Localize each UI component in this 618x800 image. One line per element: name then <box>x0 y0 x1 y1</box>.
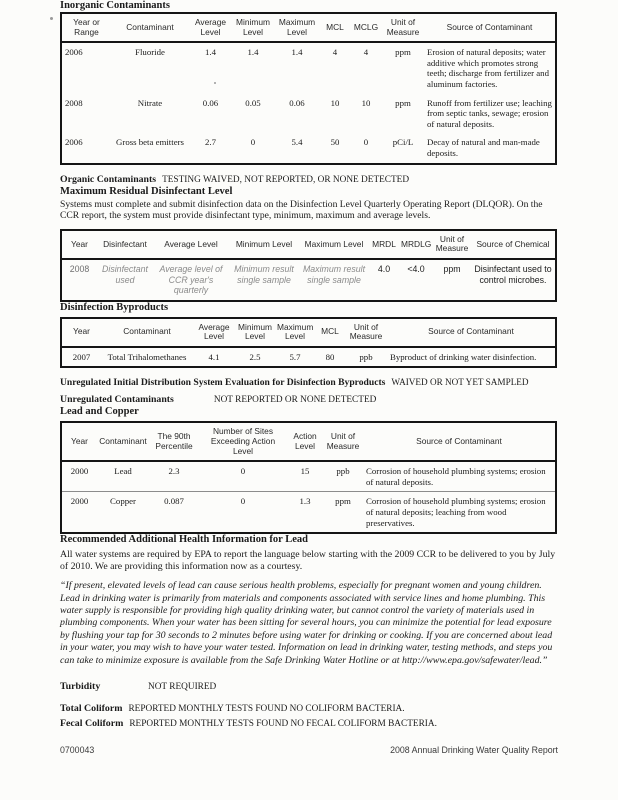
footer-system-number: 0700043 <box>60 745 95 756</box>
section-heading-lead-health-info: Recommended Additional Health Information for Lead <box>60 534 309 546</box>
cell: 0 <box>250 137 256 148</box>
cell: 5.7 <box>289 351 301 362</box>
cell: 4.1 <box>208 351 220 362</box>
inorganic-contaminants-table <box>60 12 557 165</box>
cell: 1.4 <box>247 47 259 58</box>
fecal-coliform-label: Fecal Coliform <box>60 718 124 730</box>
table-header-row <box>61 230 556 259</box>
section-heading-lead-and-copper: Lead and Copper <box>60 406 139 418</box>
cell: 2.5 <box>249 351 261 362</box>
scan-speck <box>50 17 53 20</box>
cell: Runoff from fertilizer use; leaching from septic tanks, sewage; erosion of natural deposits. <box>427 97 552 129</box>
column-header: Minimum Level <box>238 321 272 342</box>
cell: 4.0 <box>377 263 391 274</box>
table-header-row <box>61 422 556 461</box>
column-header: MCL <box>321 326 339 337</box>
cell: Average level of CCR year's quarterly <box>159 263 223 296</box>
cell: Nitrate <box>137 97 163 108</box>
cell: Disinfectant used to control microbes. <box>474 263 552 285</box>
column-header: Year <box>73 326 90 337</box>
turbidity-status: NOT REQUIRED <box>148 682 217 693</box>
column-header: Unit of Measure <box>435 233 469 254</box>
cell: 4 <box>363 47 369 58</box>
total-coliform-line <box>60 703 558 715</box>
section-heading-inorganic-contaminants: Inorganic Contaminants <box>60 0 170 11</box>
unregulated-contaminants-line <box>60 394 558 406</box>
cell: 2008 <box>65 97 83 108</box>
cell: Byproduct of drinking water disinfection. <box>390 351 537 362</box>
cell: ppm <box>395 47 411 58</box>
column-header: Contaminant <box>126 21 174 32</box>
column-header: Source of Chemical <box>476 238 550 249</box>
cell: ppm <box>443 263 461 274</box>
unregulated-contaminants-label: Unregulated Contaminants <box>60 394 174 406</box>
table-row <box>61 347 556 368</box>
cell: Gross beta emitters <box>116 137 184 148</box>
cell: 5.4 <box>291 137 303 148</box>
cell: 2006 <box>65 47 83 58</box>
fecal-coliform-line <box>60 718 558 730</box>
cell: 2007 <box>72 351 91 362</box>
cell: Fluoride <box>135 47 165 58</box>
column-header: MCL <box>326 21 344 32</box>
cell: 2006 <box>65 137 83 148</box>
cell: Copper <box>110 496 136 507</box>
cell: 10 <box>330 97 340 108</box>
cell: 10 <box>361 97 371 108</box>
cell: 1.4 <box>291 47 303 58</box>
cell: Maximum result single sample <box>302 263 366 285</box>
column-header: MRDL <box>372 238 396 249</box>
column-header: Maximum Level <box>277 321 314 342</box>
cell: Disinfectant used <box>102 263 148 285</box>
column-header: Minimum Level <box>236 17 270 37</box>
idse-status: WAIVED OR NOT YET SAMPLED <box>391 377 529 388</box>
cell: 0 <box>240 496 246 507</box>
cell: 2000 <box>70 496 89 507</box>
table-row <box>61 94 556 134</box>
cell: 15 <box>300 466 310 477</box>
column-header: Contaminant <box>123 326 171 337</box>
footer-report-title: 2008 Annual Drinking Water Quality Report <box>390 745 558 756</box>
idse-label: Unregulated Initial Distribution System Evaluation for Disinfection Byproducts <box>60 377 386 389</box>
cell: Total Trihalomethanes <box>107 351 187 362</box>
table-row <box>61 259 556 301</box>
turbidity-line <box>60 681 558 693</box>
column-header: Source of Contaminant <box>416 436 502 447</box>
cell: 0.05 <box>245 97 261 108</box>
section-heading-mrdl: Maximum Residual Disinfectant Level <box>60 185 233 197</box>
cell: 0.06 <box>289 97 305 108</box>
disinfection-byproducts-table <box>60 317 557 369</box>
page-footer <box>60 745 558 755</box>
column-header: Year <box>71 238 88 249</box>
cell: Erosion of natural deposits; water additive which promotes strong teeth; discharge from fertilizer and aluminum factories. <box>427 47 549 89</box>
table-row <box>61 133 556 163</box>
fecal-coliform-status: REPORTED MONTHLY TESTS FOUND NO FECAL COLIFORM BACTERIA. <box>129 719 437 730</box>
table-header-row <box>61 318 556 347</box>
lead-health-info-quote: “If present, elevated levels of lead can cause serious health problems, especially for pregnant women and young children. Lead in drinking water is primarily from materials and components associated with service lines and home plumbing. This water supply is responsible for providing high quality drinking water, but cannot control the variety of materials used in plumbing components. When your water has been sitting for several hours, you can minimize the potential for lead exposure by flushing your tap for 30 seconds to 2 minutes before using water for drinking or cooking. If you are concerned about lead in your water, you may wish to have your water tested. Information on lead in drinking water, testing methods, and steps you can take to minimize exposure is available from the Safe Drinking Water Hotline or at http://www.epa.gov/safewater/lead.” <box>60 580 553 666</box>
cell: ppb <box>359 351 373 362</box>
column-header: Disinfectant <box>103 238 147 249</box>
cell: 2008 <box>69 263 90 274</box>
column-header: Source of Contaminant <box>428 326 514 337</box>
cell: 0 <box>240 466 246 477</box>
column-header: Average Level <box>194 17 227 37</box>
column-header: Number of Sites Exceeding Action Level <box>210 426 276 456</box>
lead-health-info-intro: All water systems are required by EPA to report the language below starting with the 2009 CCR to be delivered to you by July of 2010. We are providing this information now as a courtesy. <box>60 549 556 573</box>
column-header: Unit of Measure <box>349 321 383 342</box>
cell: 4 <box>332 47 338 58</box>
column-header: Unit of Measure <box>386 17 420 37</box>
column-header: Unit of Measure <box>326 431 360 451</box>
unregulated-contaminants-status: NOT REPORTED OR NONE DETECTED <box>213 395 377 406</box>
cell: 1.3 <box>299 496 311 507</box>
organic-contaminants-line <box>60 174 558 186</box>
cell: 0.087 <box>164 496 184 507</box>
cell: Decay of natural and man-made deposits. <box>427 137 540 158</box>
column-header: Maximum Level <box>278 17 316 37</box>
cell: 0.06 <box>202 97 219 108</box>
organic-contaminants-label: Organic Contaminants <box>60 173 157 185</box>
cell: ppb <box>336 466 350 477</box>
idse-line <box>60 376 558 389</box>
cell: 0 <box>363 137 369 148</box>
cell: Corrosion of household plumbing systems; erosion of natural deposits; leaching from wood preservatives. <box>366 496 546 528</box>
column-header: Maximum Level <box>304 238 364 249</box>
cell: 1.4 <box>205 47 216 58</box>
column-header: Average Level <box>164 238 218 249</box>
total-coliform-label: Total Coliform <box>60 703 123 715</box>
cell: 2.7 <box>205 137 216 148</box>
cell: ppm <box>395 97 411 108</box>
column-header: Action Level <box>293 431 317 451</box>
organic-contaminants-status: TESTING WAIVED, NOT REPORTED, OR NONE DETECTED <box>162 174 410 185</box>
table-row <box>61 492 556 533</box>
column-header: MRDLG <box>401 238 432 249</box>
column-header: Contaminant <box>99 436 147 447</box>
turbidity-label: Turbidity <box>60 681 101 693</box>
lead-and-copper-table <box>60 421 557 534</box>
cell: 2000 <box>70 466 89 477</box>
table-header-row <box>61 13 556 42</box>
cell: 2.3 <box>168 466 180 477</box>
cell: pCi/L <box>392 137 414 148</box>
document-content <box>60 0 558 755</box>
total-coliform-status: REPORTED MONTHLY TESTS FOUND NO COLIFORM BACTERIA. <box>128 704 405 715</box>
cell: Lead <box>114 466 132 477</box>
column-header: Year or Range <box>73 17 100 37</box>
column-header: MCLG <box>353 21 379 32</box>
cell: <4.0 <box>407 263 425 274</box>
cell: Corrosion of household plumbing systems; erosion of natural deposits. <box>366 466 546 487</box>
table-row <box>61 461 556 492</box>
cell: 50 <box>330 137 340 148</box>
section-heading-disinfection-byproducts: Disinfection Byproducts <box>60 301 169 313</box>
cell: Minimum result single sample <box>234 263 294 285</box>
table-row <box>61 42 556 93</box>
column-header: The 90th Percentile <box>155 431 193 451</box>
column-header: Year <box>71 436 88 447</box>
column-header: Minimum Level <box>235 238 293 249</box>
disinfectant-level-table <box>60 229 557 302</box>
column-header: Source of Contaminant <box>446 21 533 32</box>
column-header: Average Level <box>198 321 230 342</box>
cell: 80 <box>325 351 335 362</box>
cell: ppm <box>335 496 351 507</box>
mrdl-note: Systems must complete and submit disinfection data on the Disinfection Level Quarterly Operating Report (DLQOR). On the CCR report, the system must provide disinfectant type, minimum, maximum and average levels. <box>60 198 543 222</box>
